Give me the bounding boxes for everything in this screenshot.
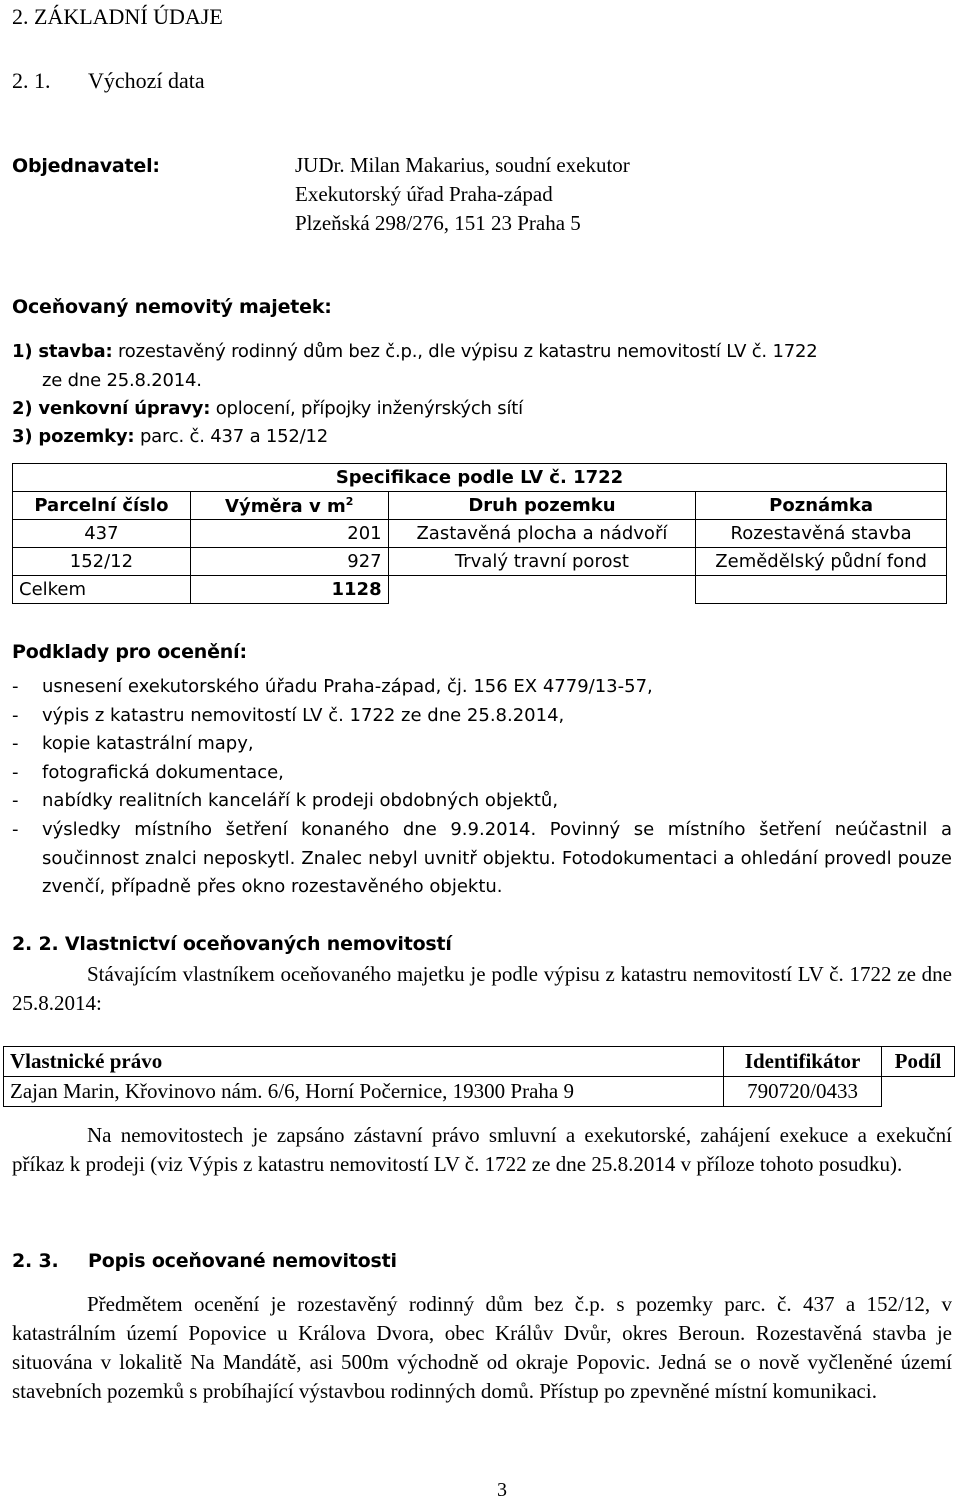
section-2-3-number: 2. 3. [12,1250,59,1272]
owner-cell-share [882,1077,955,1107]
list-item: - nabídky realitních kanceláří k prodeji obdobných objektů, [12,790,559,812]
property-item-2 [12,398,523,420]
owner-header-identifier: Identifikátor [724,1047,882,1077]
table-row [4,1077,955,1107]
spec-total-label: Celkem [13,576,191,604]
client-line-2: Exekutorský úřad Praha-západ [295,182,553,206]
spec-total-value: 1128 [190,576,388,604]
spec-header-parcel: Parcelní číslo [13,492,191,520]
spec-header-note: Poznámka [696,492,947,520]
spec-table-title-row [13,464,947,492]
specification-table [12,463,947,604]
spec-header-area: Výměra v $m^2$ [190,492,388,520]
spec-table-total-row [13,576,947,604]
list-item: - výsledky místního šetření konaného dne 9.9.2014. Povinný se místního šetření neúčastnil a součinnost znalci neposkytl. Znalec nebyl uvnitř objektu. Fotodokumentaci a ohledání provedl pouze zvenčí, případně přes okno rozestavěného objektu. [12,818,952,898]
section-2-1-number: 2. 1. [12,68,51,93]
ownership-table [3,1046,955,1107]
property-item-2-label: 2) venkovní úpravy: [12,398,211,419]
owner-cell-name: Zajan Marin, Křovinovo nám. 6/6, Horní Počernice, 19300 Praha 9 [4,1077,724,1107]
spec-empty-cell [696,576,947,604]
spec-header-type: Druh pozemku [388,492,696,520]
section-2-heading: 2. ZÁKLADNÍ ÚDAJE [12,4,223,29]
spec-cell-parcel: 152/12 [13,548,191,576]
property-item-2-text: oplocení, přípojky inženýrských sítí [215,398,523,419]
spec-cell-area: 927 [190,548,388,576]
spec-cell-type: Trvalý travní porost [388,548,696,576]
lien-paragraph: Na nemovitostech je zapsáno zástavní právo smluvní a exekutorské, zahájení exekuce a exekuční příkaz k prodeji (viz Výpis z katastru nemovitostí LV č. 1722 ze dne 25.8.2014 v příloze tohoto posudku). [12,1123,952,1176]
owner-header-share: Podíl [882,1047,955,1077]
basis-title: Podklady pro ocenění: [12,641,247,663]
client-label: Objednavatel: [12,155,160,177]
list-item: - usnesení exekutorského úřadu Praha-západ, čj. 156 EX 4779/13-57, [12,676,653,697]
section-2-2-intro: Stávajícím vlastníkem oceňovaného majetku je podle výpisu z katastru nemovitostí LV č. 1722 ze dne 25.8.2014: [12,962,952,1015]
spec-table-row [13,548,947,576]
list-item: - kopie katastrální mapy, [12,733,254,755]
property-item-3 [12,426,328,448]
property-title: Oceňovaný nemovitý majetek: [12,296,332,318]
spec-cell-parcel: 437 [13,520,191,548]
section-2-3-title: Popis oceňované nemovitosti [88,1250,397,1272]
property-item-1 [12,341,817,363]
client-line-1: JUDr. Milan Makarius, soudní exekutor [295,153,630,177]
section-2-3-paragraph: Předmětem ocenění je rozestavěný rodinný dům bez č.p. s pozemky parc. č. 437 a 152/12, v katastrálním území Popovice u Králova Dvora, obec Králův Dvůr, okres Beroun. Rozestavěná stavba je situována v lokalitě Na Mandátě, asi 500m východně od okraje Popovic. Jedná se o nově vyčleněné území stavebních pozemků s probíhající výstavbou rodinných domů. Přístup po zpevněné místní komunikaci. [12,1292,952,1403]
spec-cell-note: Zemědělský půdní fond [696,548,947,576]
spec-cell-note: Rozestavěná stavba [696,520,947,548]
property-item-1-cont: ze dne 25.8.2014. [42,370,202,391]
basis-list [12,673,952,902]
spec-table-row [13,520,947,548]
owner-header-right: Vlastnické právo [4,1047,724,1077]
property-item-3-text: parc. č. 437 a 152/12 [139,426,329,447]
spec-cell-type: Zastavěná plocha a nádvoří [388,520,696,548]
list-item: - výpis z katastru nemovitostí LV č. 1722 ze dne 25.8.2014, [12,704,565,726]
spec-empty-cell [388,576,696,604]
owner-cell-identifier: 790720/0433 [724,1077,882,1107]
owner-table-header-row [4,1047,955,1077]
property-item-3-label: 3) pozemky: [12,426,135,447]
section-2-2-title: 2. 2. Vlastnictví oceňovaných nemovitostí [12,933,452,955]
spec-table-header-row [13,492,947,520]
client-line-3: Plzeňská 298/276, 151 23 Praha 5 [295,211,581,235]
list-item: - fotografická dokumentace, [12,761,284,783]
property-item-1-label: 1) stavba: [12,341,113,362]
page-number: 3 [497,1479,507,1501]
spec-table-title: Specifikace podle LV č. 1722 [13,464,947,492]
property-item-1-text: rozestavěný rodinný dům bez č.p., dle výpisu z katastru nemovitostí LV č. 1722 [117,341,818,362]
section-2-1-title: Výchozí data [88,68,205,93]
spec-cell-area: 201 [190,520,388,548]
